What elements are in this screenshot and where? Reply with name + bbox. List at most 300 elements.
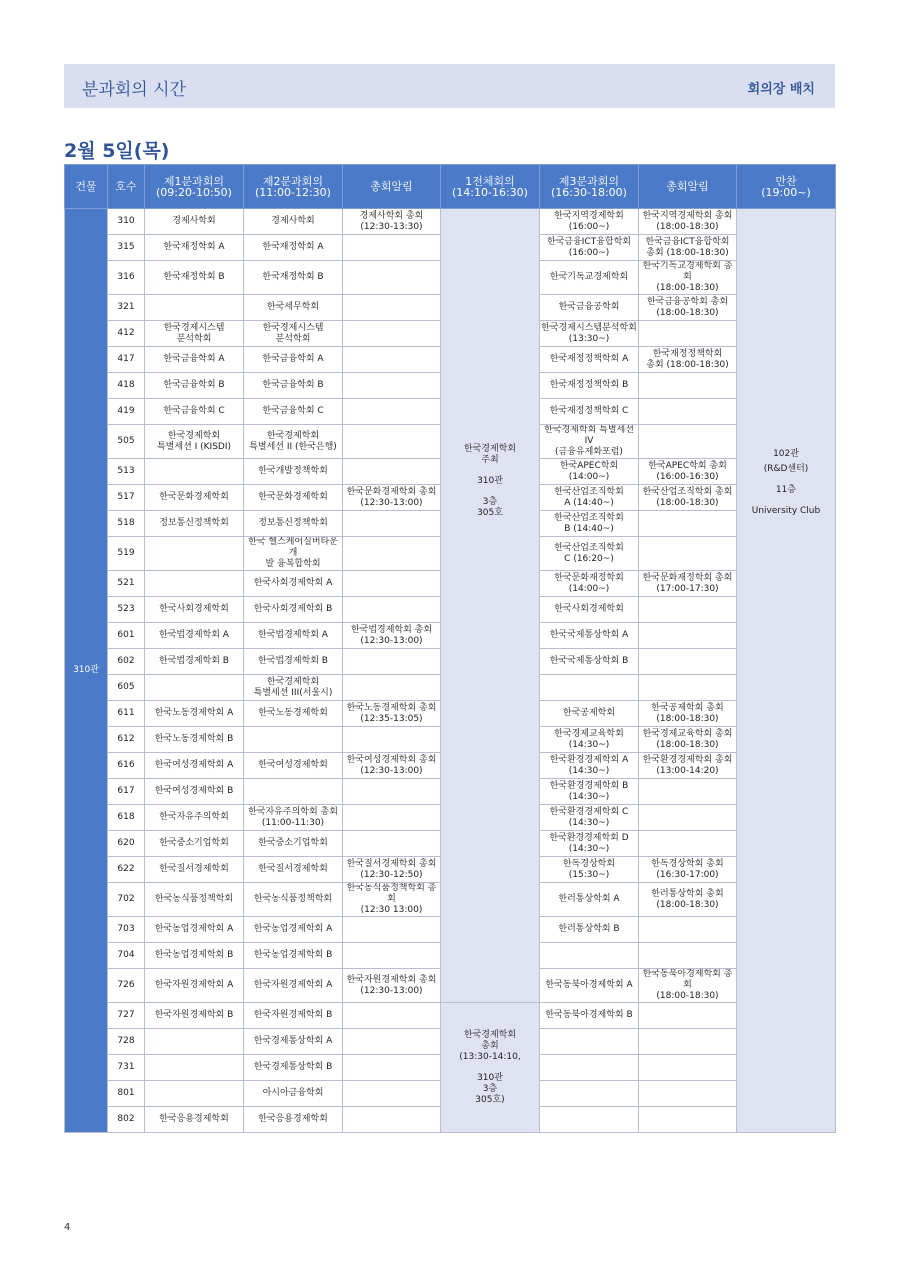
session1-cell-line: 분석학회: [176, 333, 212, 344]
session3-cell: [540, 1003, 639, 1029]
table-row: [65, 209, 836, 235]
session2-cell: [244, 295, 343, 321]
session3-cell-line: (14:30~): [568, 817, 610, 828]
notice2-cell-line: 한국재정정책학회: [652, 348, 723, 359]
room-number: 617: [108, 779, 145, 805]
notice1-cell: [343, 597, 441, 623]
session2-cell: [244, 831, 343, 857]
session2-cell: [244, 1029, 343, 1055]
notice1-cell: [343, 1055, 441, 1081]
notice1-cell: [343, 831, 441, 857]
session3-cell: [540, 571, 639, 597]
session2-cell-line: 경제사학회: [271, 216, 315, 226]
session3-cell-line: (14:30~): [568, 739, 610, 750]
session3-cell: [540, 727, 639, 753]
session3-cell: [540, 675, 639, 701]
session2-cell: [244, 649, 343, 675]
header-row: [65, 165, 836, 209]
session2-cell-line: 한국개발정책학회: [258, 466, 328, 476]
session1-cell: [145, 1003, 244, 1029]
session3-cell-line: 한국APEC학회: [559, 460, 619, 471]
notice1-cell: [343, 399, 441, 425]
plenary1-line: 3층: [482, 497, 498, 507]
room-number: 728: [108, 1029, 145, 1055]
notice2-cell: [639, 969, 737, 1003]
session2-cell-line: 특별세션 III(서울시): [253, 687, 333, 698]
notice2-cell-line: 한러통상학회 총회: [651, 888, 724, 899]
notice2-cell: [639, 1055, 737, 1081]
notice2-cell-line: (18:00-18:30): [656, 991, 719, 1001]
session1-cell: [145, 779, 244, 805]
session3-cell-line: 한국국제통상학회 B: [549, 656, 629, 666]
session1-cell-line: 한국금융학회 C: [163, 406, 225, 416]
session2-cell-line: 한국경제통상학회 B: [253, 1062, 333, 1072]
session1-cell-line: 한국자원경제학회 A: [154, 980, 234, 990]
session3-cell-line: (금융유제화포럼): [555, 447, 623, 457]
notice2-cell-line: 한국환경경제학회 총회: [642, 754, 733, 765]
session1-cell: [145, 537, 244, 571]
session3-cell-line: (14:30~): [568, 765, 610, 776]
room-number: 505: [108, 425, 145, 459]
notice2-cell: [639, 597, 737, 623]
session2-cell-line: 한국재정학회 B: [262, 272, 324, 282]
session3-cell-line: 한국지역경제학회: [554, 210, 624, 221]
session2-cell: [244, 727, 343, 753]
session2-cell-line: 한국금융학회 A: [262, 354, 324, 364]
notice1-cell: [343, 883, 441, 917]
col-plenary: 1전체회의 (14:10-16:30): [441, 165, 540, 209]
session3-cell-line: 한국동북아경제학회 A: [545, 980, 633, 990]
notice2-cell-line: (17:00-17:30): [656, 583, 719, 594]
session2-cell-line: 한국사회경제학회 B: [253, 604, 333, 614]
col-notice1: 총회알림: [343, 165, 441, 209]
plenary1-line: 310관: [477, 476, 503, 486]
notice1-cell-line: 한국질서경제학회 총회: [346, 858, 437, 869]
session2-cell: [244, 1055, 343, 1081]
session2-cell-line: 한국문화경제학회: [258, 492, 328, 502]
building-cell: 310관: [65, 209, 108, 1133]
session3-cell: [540, 753, 639, 779]
session1-cell: [145, 347, 244, 373]
session3-cell-line: 한러통상학회 B: [558, 924, 620, 934]
session3-cell-line: 한국산업조직학회: [554, 542, 624, 553]
plenary1-cell: [441, 209, 540, 1003]
session3-cell-line: 한국환경경제학회 C: [549, 806, 629, 817]
notice2-cell: [639, 883, 737, 917]
notice2-cell: [639, 1107, 737, 1133]
session1-cell-line: 한국농업경제학회 A: [154, 924, 234, 934]
session3-cell: [540, 399, 639, 425]
notice2-cell: [639, 261, 737, 295]
session1-cell: [145, 261, 244, 295]
col-session3: 제3분과회의 (16:30-18:00): [540, 165, 639, 209]
session3-cell: [540, 943, 639, 969]
plenary1-line: 305호: [477, 508, 503, 518]
room-number: 315: [108, 235, 145, 261]
session1-cell-line: 한국자유주의학회: [159, 812, 229, 822]
session2-cell-line: 한국자원경제학회 B: [253, 1010, 333, 1020]
room-number: 802: [108, 1107, 145, 1133]
session3-cell-line: C (16:20~): [564, 553, 614, 564]
session2-cell-line: 정보통신정책학회: [258, 518, 328, 528]
notice1-cell: [343, 261, 441, 295]
notice2-cell: [639, 321, 737, 347]
notice1-cell-line: (12:30-13:00): [360, 497, 423, 508]
col-notice2: 총회알림: [639, 165, 737, 209]
notice2-cell: [639, 701, 737, 727]
notice1-cell-line: 한국문화경제학회 총회: [346, 486, 437, 497]
session2-cell: [244, 969, 343, 1003]
notice2-cell: [639, 511, 737, 537]
session1-cell: [145, 571, 244, 597]
dinner-line: 11층: [775, 485, 797, 495]
session1-cell: [145, 649, 244, 675]
session1-cell-line: 특별세션 I (KISDI): [156, 441, 232, 452]
session2-cell: [244, 623, 343, 649]
session2-cell-line: 아시아금융학회: [262, 1088, 324, 1098]
session1-cell-line: 한국질서경제학회: [159, 864, 229, 874]
page-title: 분과회의 시간: [82, 80, 186, 100]
session1-cell-line: 한국경제시스템: [163, 322, 225, 333]
room-number: 417: [108, 347, 145, 373]
session2-cell-line: (11:00-11:30): [261, 817, 325, 828]
notice1-cell: [343, 511, 441, 537]
notice1-cell: [343, 485, 441, 511]
session2-cell-line: 한국금융학회 C: [262, 406, 324, 416]
session2-cell: [244, 675, 343, 701]
table-row: [65, 1003, 836, 1029]
session1-cell-line: 한국금융학회 A: [163, 354, 225, 364]
notice2-cell-line: (18:00-18:30): [656, 497, 719, 508]
session2-cell: [244, 917, 343, 943]
session3-cell: [540, 321, 639, 347]
room-number: 731: [108, 1055, 145, 1081]
notice2-cell-line: (18:00-18:30): [656, 307, 719, 318]
session3-cell-line: 한국환경경제학회 D: [549, 832, 629, 843]
notice1-cell: [343, 649, 441, 675]
notice1-cell: [343, 701, 441, 727]
session1-cell: [145, 321, 244, 347]
notice2-cell-line: 총회 (18:00-18:30): [646, 247, 729, 258]
notice1-cell: [343, 347, 441, 373]
session1-cell: [145, 425, 244, 459]
session3-cell: [540, 831, 639, 857]
session1-cell: [145, 1107, 244, 1133]
notice2-cell-line: 한국경제교육학회 총회: [642, 728, 733, 739]
session1-cell: [145, 485, 244, 511]
session1-cell: [145, 753, 244, 779]
notice2-cell-line: 한국동북아경제학회 총회: [642, 969, 733, 990]
session2-cell: [244, 1081, 343, 1107]
session1-cell: [145, 805, 244, 831]
notice2-cell-line: 한국APEC학회 총회: [648, 460, 727, 471]
notice2-cell: [639, 753, 737, 779]
col-building: 건물: [65, 165, 108, 209]
session3-cell: [540, 209, 639, 235]
notice1-cell-line: (12:30-12:50): [360, 869, 423, 880]
session2-cell-line: 특별세션 II (한국은행): [249, 441, 337, 452]
notice2-cell: [639, 537, 737, 571]
session1-cell-line: 한국재정학회 A: [163, 242, 225, 252]
notice1-cell-line: 한국자원경제학회 총회: [346, 974, 437, 985]
page-number: 4: [64, 1222, 71, 1233]
room-number: 605: [108, 675, 145, 701]
session1-cell-line: 한국사회경제학회: [159, 604, 229, 614]
notice1-cell: [343, 779, 441, 805]
room-number: 726: [108, 969, 145, 1003]
notice1-cell: [343, 425, 441, 459]
session3-cell: [540, 597, 639, 623]
session1-cell-line: 한국농식품정책학회: [154, 894, 234, 904]
notice2-cell-line: (18:00-18:30): [656, 713, 719, 724]
plenary1-line: 주최: [481, 455, 499, 465]
session3-cell-line: A (14:40~): [564, 497, 614, 508]
session1-cell: [145, 373, 244, 399]
session2-cell: [244, 805, 343, 831]
room-number: 519: [108, 537, 145, 571]
session3-cell-line: 한러통상학회 A: [558, 894, 620, 904]
notice1-cell: [343, 805, 441, 831]
session1-cell: [145, 831, 244, 857]
session3-cell: [540, 917, 639, 943]
notice2-cell: [639, 857, 737, 883]
session1-cell: [145, 969, 244, 1003]
session2-cell-line: 한국경제학회: [266, 676, 320, 687]
session2-cell: [244, 459, 343, 485]
dinner-cell: [737, 209, 836, 1133]
session2-cell: [244, 235, 343, 261]
plenary2-line: 총회: [481, 1040, 499, 1051]
session2-cell-line: 한국노동경제학회: [258, 708, 328, 718]
notice2-cell: [639, 1081, 737, 1107]
notice2-cell: [639, 1003, 737, 1029]
session3-cell-line: (15:30~): [568, 869, 610, 880]
room-number: 418: [108, 373, 145, 399]
session3-cell: [540, 425, 639, 459]
session3-cell-line: B (14:40~): [564, 523, 614, 534]
session1-cell: [145, 675, 244, 701]
session3-cell-line: 한국재정정책학회 B: [549, 380, 629, 390]
session2-cell: [244, 1107, 343, 1133]
room-number: 611: [108, 701, 145, 727]
room-number: 612: [108, 727, 145, 753]
notice1-cell-line: (12:30 13:00): [360, 905, 423, 915]
notice2-cell-line: 총회 (18:00-18:30): [646, 359, 729, 370]
col-session2: 제2분과회의 (11:00-12:30): [244, 165, 343, 209]
session1-cell: [145, 623, 244, 649]
notice2-cell-line: 한국금융공학회 총회: [646, 296, 729, 307]
room-number: 523: [108, 597, 145, 623]
session2-cell: [244, 373, 343, 399]
room-number: 316: [108, 261, 145, 295]
session3-cell-line: 한국금융ICT융합학회: [547, 236, 631, 247]
room-number: 412: [108, 321, 145, 347]
notice1-cell: [343, 753, 441, 779]
session2-cell-line: 한국농업경제학회 B: [253, 950, 333, 960]
notice2-cell: [639, 295, 737, 321]
session2-cell: [244, 209, 343, 235]
notice2-cell-line: (18:00-18:30): [656, 283, 719, 293]
session2-cell: [244, 399, 343, 425]
session3-cell-line: 한국공제학회: [562, 708, 616, 718]
notice1-cell: [343, 1003, 441, 1029]
session3-cell: [540, 857, 639, 883]
notice2-cell: [639, 571, 737, 597]
plenary2-line: 305호): [475, 1094, 505, 1105]
session1-cell: [145, 857, 244, 883]
notice1-cell-line: (12:30-13:00): [360, 635, 423, 646]
notice1-cell: [343, 373, 441, 399]
session1-cell-line: 한국노동경제학회 A: [154, 708, 234, 718]
notice2-cell: [639, 779, 737, 805]
notice2-cell-line: (13:00-14:20): [656, 765, 719, 776]
notice1-cell-line: 한국농식품정책학회 총회: [346, 883, 437, 904]
plenary2-line: 310관: [477, 1072, 503, 1083]
session1-cell: [145, 1055, 244, 1081]
session3-cell-line: 한국문화재정학회: [554, 572, 624, 583]
session2-cell: [244, 597, 343, 623]
session3-cell: [540, 485, 639, 511]
session1-cell-line: 한국중소기업학회: [159, 838, 229, 848]
session1-cell-line: 한국응용경제학회: [159, 1114, 229, 1124]
session3-cell-line: 한국환경경제학회 A: [549, 754, 629, 765]
notice2-cell-line: 한국문화재정학회 총회: [642, 572, 733, 583]
session2-cell: [244, 571, 343, 597]
room-number: 618: [108, 805, 145, 831]
session3-cell-line: 한국산업조직학회: [554, 512, 624, 523]
session3-cell: [540, 295, 639, 321]
room-number: 622: [108, 857, 145, 883]
notice2-cell-line: 한국기독교경제학회 총회: [642, 261, 733, 282]
notice1-cell-line: (12:30-13:30): [360, 221, 423, 232]
notice2-cell: [639, 675, 737, 701]
notice2-cell: [639, 805, 737, 831]
session3-cell-line: (14:30~): [568, 791, 610, 802]
session3-cell-line: 한국경제교육학회: [554, 728, 624, 739]
session1-cell-line: 한국여성경제학회 A: [154, 760, 234, 770]
notice1-cell-line: 한국노동경제학회 총회: [346, 702, 437, 713]
session1-cell-line: 한국법경제학회 B: [159, 656, 229, 666]
notice2-cell-line: 한독경상학회 총회: [651, 858, 724, 869]
session2-cell-line: 한국중소기업학회: [258, 838, 328, 848]
session3-cell: [540, 261, 639, 295]
plenary2-line: 3층: [482, 1083, 498, 1094]
session3-cell-line: (16:00~): [568, 247, 610, 258]
session1-cell-line: 한국농업경제학회 B: [154, 950, 234, 960]
room-number: 513: [108, 459, 145, 485]
notice2-cell: [639, 373, 737, 399]
session3-cell: [540, 805, 639, 831]
session1-cell: [145, 883, 244, 917]
notice2-cell-line: (18:00-18:30): [656, 739, 719, 750]
session2-cell-line: 한국응용경제학회: [258, 1114, 328, 1124]
session2-cell: [244, 261, 343, 295]
session3-cell-line: 한국기독교경제학회: [549, 272, 629, 282]
session3-cell: [540, 883, 639, 917]
session2-cell-line: 한국질서경제학회: [258, 864, 328, 874]
session3-cell: [540, 459, 639, 485]
session2-cell: [244, 347, 343, 373]
notice1-cell: [343, 857, 441, 883]
session3-cell-line: 한국산업조직학회: [554, 486, 624, 497]
room-number: 704: [108, 943, 145, 969]
session1-cell: [145, 727, 244, 753]
header-band: [64, 64, 835, 108]
session1-cell-line: 한국재정학회 B: [163, 272, 225, 282]
session2-cell-line: 한국경제학회: [266, 430, 320, 441]
session2-cell-line: 한국경제통상학회 A: [253, 1036, 333, 1046]
session3-cell: [540, 347, 639, 373]
session3-cell-line: 한국동북아경제학회 B: [545, 1010, 633, 1020]
session2-cell-line: 한국법경제학회 A: [258, 630, 328, 640]
session2-cell-line: 한국사회경제학회 A: [253, 578, 333, 588]
session1-cell-line: 한국여성경제학회 B: [154, 786, 234, 796]
session2-cell: [244, 485, 343, 511]
room-number: 620: [108, 831, 145, 857]
col-dinner: 만찬 (19:00~): [737, 165, 836, 209]
session2-cell: [244, 425, 343, 459]
session3-cell: [540, 1029, 639, 1055]
session1-cell: [145, 235, 244, 261]
session1-cell: [145, 917, 244, 943]
room-number: 518: [108, 511, 145, 537]
session1-cell-line: 경제사학회: [172, 216, 216, 226]
session3-cell: [540, 511, 639, 537]
session2-cell: [244, 883, 343, 917]
notice2-cell: [639, 727, 737, 753]
session3-cell-line: 한국국제통상학회 A: [549, 630, 629, 640]
session2-cell-line: 한국금융학회 B: [262, 380, 324, 390]
room-number: 703: [108, 917, 145, 943]
session2-cell-line: 한국 헬스케어실버타운개: [248, 537, 338, 558]
session1-cell-line: 정보통신정책학회: [159, 518, 229, 528]
session1-cell: [145, 597, 244, 623]
notice2-cell-line: 한국공제학회 총회: [651, 702, 724, 713]
session3-cell-line: (13:30~): [568, 333, 610, 344]
notice1-cell-line: 한국법경제학회 총회: [350, 624, 433, 635]
session1-cell: [145, 943, 244, 969]
session2-cell-line: 한국경제시스템: [262, 322, 324, 333]
session3-cell-line: (14:30~): [568, 843, 610, 854]
notice1-cell-line: (12:35-13:05): [360, 713, 423, 724]
session2-cell-line: 한국농업경제학회 A: [253, 924, 333, 934]
notice1-cell: [343, 295, 441, 321]
notice1-cell: [343, 537, 441, 571]
session2-cell: [244, 321, 343, 347]
session3-cell: [540, 537, 639, 571]
notice1-cell: [343, 235, 441, 261]
plenary2-line: 한국경제학회: [463, 1029, 517, 1040]
session3-cell: [540, 1081, 639, 1107]
notice1-cell: [343, 571, 441, 597]
notice1-cell: [343, 1081, 441, 1107]
notice1-cell: [343, 209, 441, 235]
session2-cell-line: 한국법경제학회 B: [258, 656, 328, 666]
col-room: 호수: [108, 165, 145, 209]
room-number: 702: [108, 883, 145, 917]
room-number: 321: [108, 295, 145, 321]
plenary2-line: (13:30-14:10,: [459, 1051, 521, 1062]
session3-cell-line: 한국환경경제학회 B: [549, 780, 629, 791]
notice2-cell: [639, 917, 737, 943]
session2-cell-line: 분석학회: [275, 333, 311, 344]
notice2-cell: [639, 459, 737, 485]
session1-cell: [145, 1081, 244, 1107]
room-number: 602: [108, 649, 145, 675]
session3-cell: [540, 701, 639, 727]
notice1-cell: [343, 675, 441, 701]
session2-cell: [244, 857, 343, 883]
